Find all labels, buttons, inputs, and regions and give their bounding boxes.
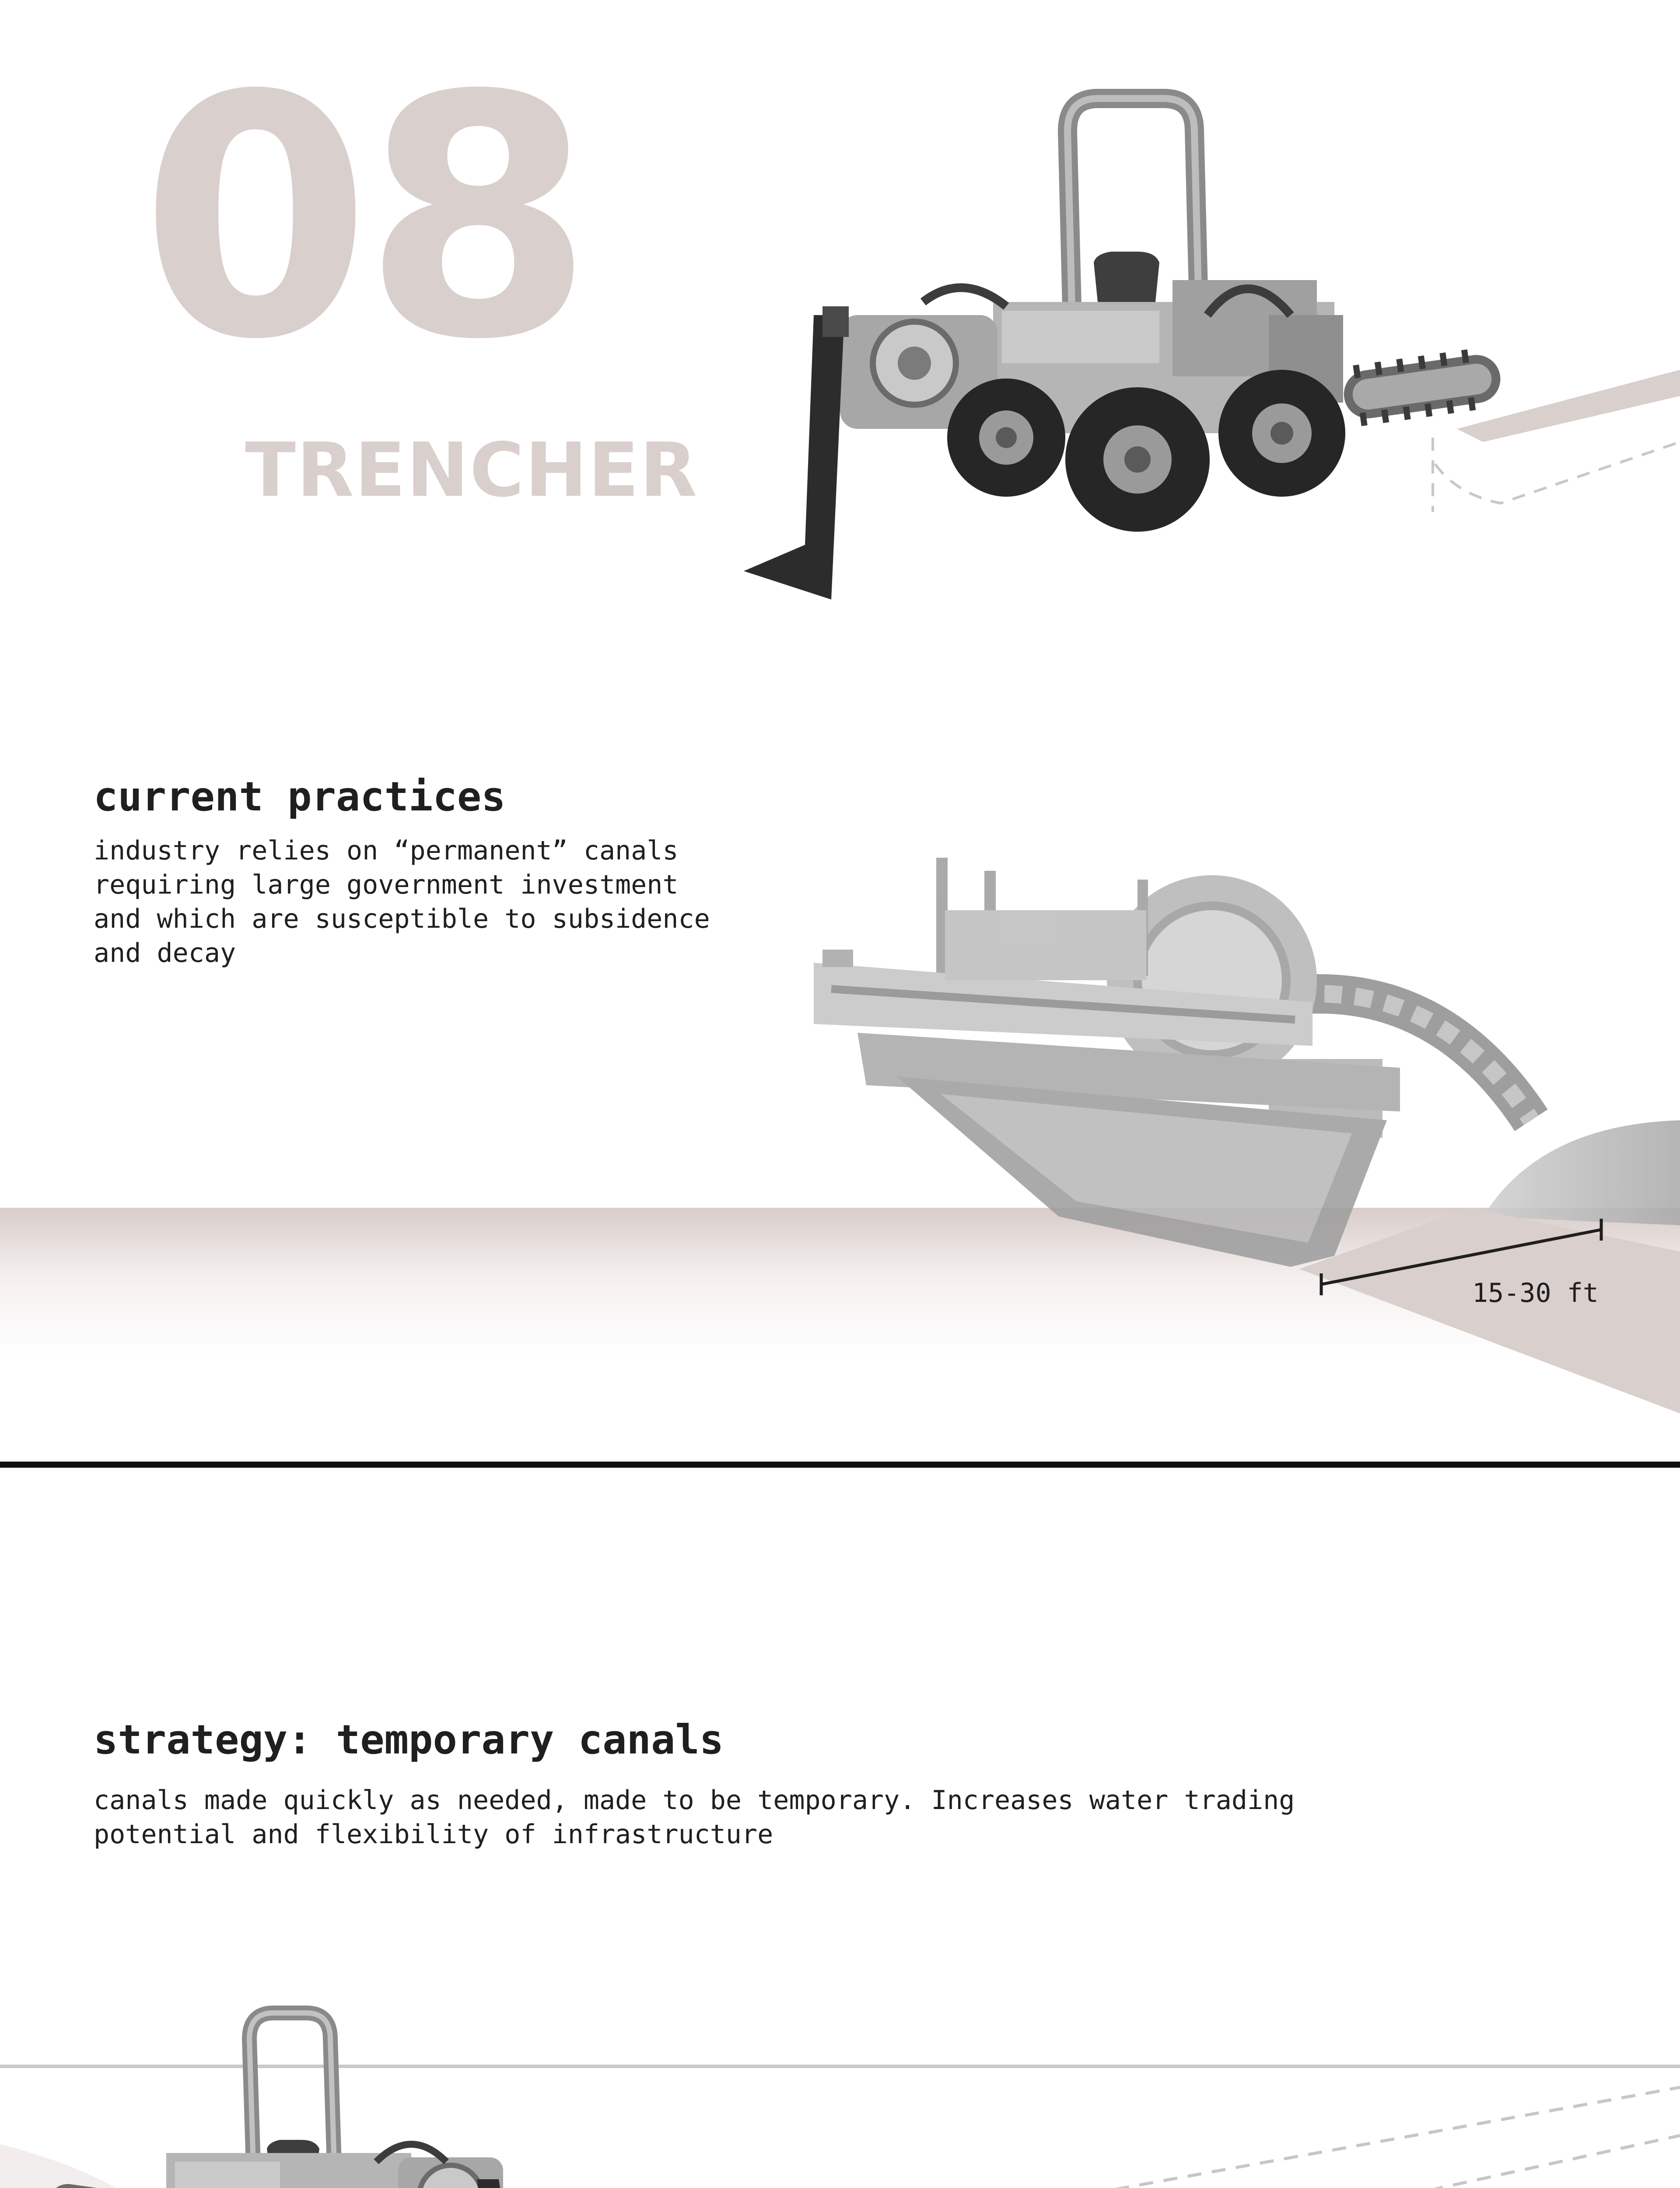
large-trencher-machine [814, 858, 1680, 1267]
current-practices-body: industry relies on “permanent” canals requiring large government investment and which are susceptible to subsidence and decay [94, 835, 710, 968]
planned-canals-dashed [903, 2087, 1680, 2188]
trench-width-current-label: 15-30 ft [1472, 1278, 1599, 1308]
section-divider [0, 1462, 1680, 1468]
strategy-heading: strategy: temporary canals [94, 1716, 724, 1763]
subject-title: TRENCHER [245, 427, 698, 514]
canal-dashed-top [1435, 442, 1680, 503]
strategy-body: canals made quickly as needed, made to be temporary. Increases water trading potential and flexibility of infrastructure [94, 1785, 1295, 1850]
trencher-machine-bottom [46, 2013, 556, 2188]
sheet-number: 08 [140, 25, 585, 412]
trencher-machine-top [744, 98, 1680, 600]
current-practices-heading: current practices [94, 773, 506, 820]
